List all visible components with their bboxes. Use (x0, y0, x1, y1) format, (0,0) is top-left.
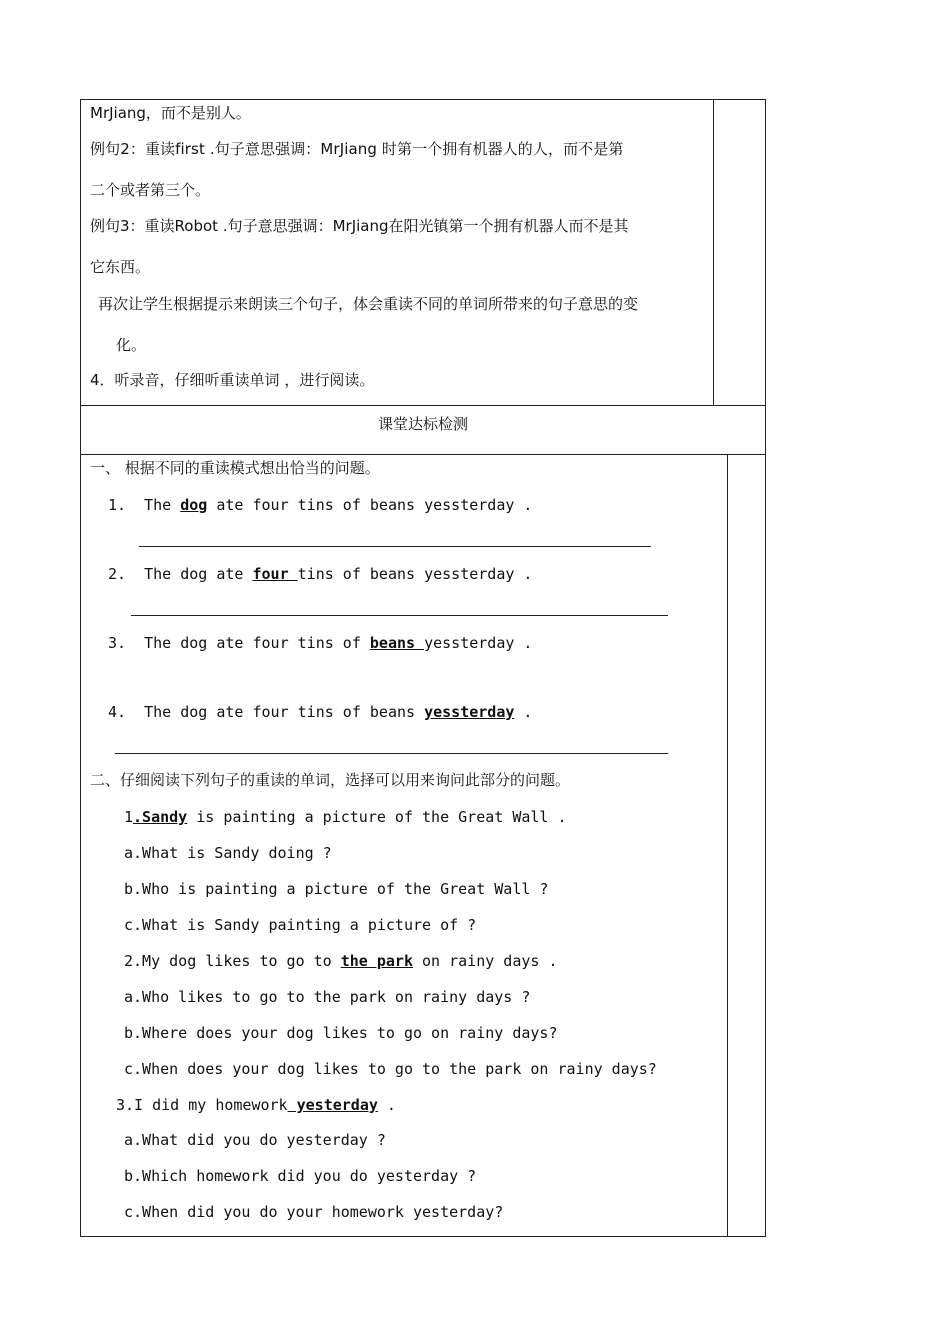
stressed-word: yesterday (287, 1096, 378, 1114)
section-title: 课堂达标检测 (377, 415, 468, 433)
q2-option-c: c.When does your dog likes to go to the park on rainy days? (124, 1060, 657, 1078)
bottom-table-divider (727, 454, 728, 1237)
part1-item-4: 4. The dog ate four tins of beans yessterday . (108, 703, 533, 721)
q3-option-a: a.What did you do yesterday ? (124, 1131, 386, 1149)
stressed-word: yessterday (424, 703, 515, 721)
part2-heading: 二、仔细阅读下列句子的重读的单词，选择可以用来询问此部分的问题。 (90, 771, 571, 789)
top-table-divider (713, 99, 714, 406)
part1-item-2: 2. The dog ate four tins of beans yessterday . (108, 565, 533, 583)
stressed-word: four (252, 565, 298, 583)
q1-sentence: 1.Sandy is painting a picture of the Great Wall . (124, 808, 567, 826)
top-line-6: 再次让学生根据提示来朗读三个句子，体会重读不同的单词所带来的句子意思的变 (98, 295, 639, 313)
q1-option-c: c.What is Sandy painting a picture of ? (124, 916, 477, 934)
part1-item-1: 1. The dog ate four tins of beans yessterday . (108, 496, 533, 514)
top-line-4: 例句3：重读Robot .句子意思强调：MrJiang在阳光镇第一个拥有机器人而不是其 (90, 217, 629, 235)
top-line-3: 二个或者第三个。 (90, 181, 211, 199)
answer-line-1[interactable] (139, 546, 651, 547)
stressed-word: dog (180, 496, 208, 514)
part1-item-3: 3. The dog ate four tins of beans yessterday . (108, 634, 533, 652)
top-line-1: MrJiang，而不是别人。 (90, 104, 251, 122)
stressed-word: .Sandy (133, 808, 188, 826)
q2-option-b: b.Where does your dog likes to go on rainy days? (124, 1024, 558, 1042)
q2-sentence: 2.My dog likes to go to the park on rainy days . (124, 952, 558, 970)
top-line-2: 例句2：重读first .句子意思强调：MrJiang 时第一个拥有机器人的人，而不是第 (90, 140, 624, 158)
answer-line-4[interactable] (115, 753, 668, 754)
stressed-word: the park (340, 952, 413, 970)
q3-option-b: b.Which homework did you do yesterday ? (124, 1167, 477, 1185)
top-line-5: 它东西。 (90, 258, 151, 276)
q1-option-b: b.Who is painting a picture of the Great Wall ? (124, 880, 549, 898)
q2-option-a: a.Who likes to go to the park on rainy days ? (124, 988, 531, 1006)
answer-line-2[interactable] (131, 615, 668, 616)
q3-option-c: c.When did you do your homework yesterday? (124, 1203, 504, 1221)
q3-sentence: 3.I did my homework yesterday . (116, 1096, 396, 1114)
q1-option-a: a.What is Sandy doing ? (124, 844, 332, 862)
part1-heading: 一、 根据不同的重读模式想出恰当的问题。 (90, 459, 380, 477)
top-line-8: 4．听录音，仔细听重读单词 ，进行阅读。 (90, 371, 375, 389)
top-line-7: 化。 (116, 336, 147, 354)
stressed-word: beans (369, 634, 425, 652)
